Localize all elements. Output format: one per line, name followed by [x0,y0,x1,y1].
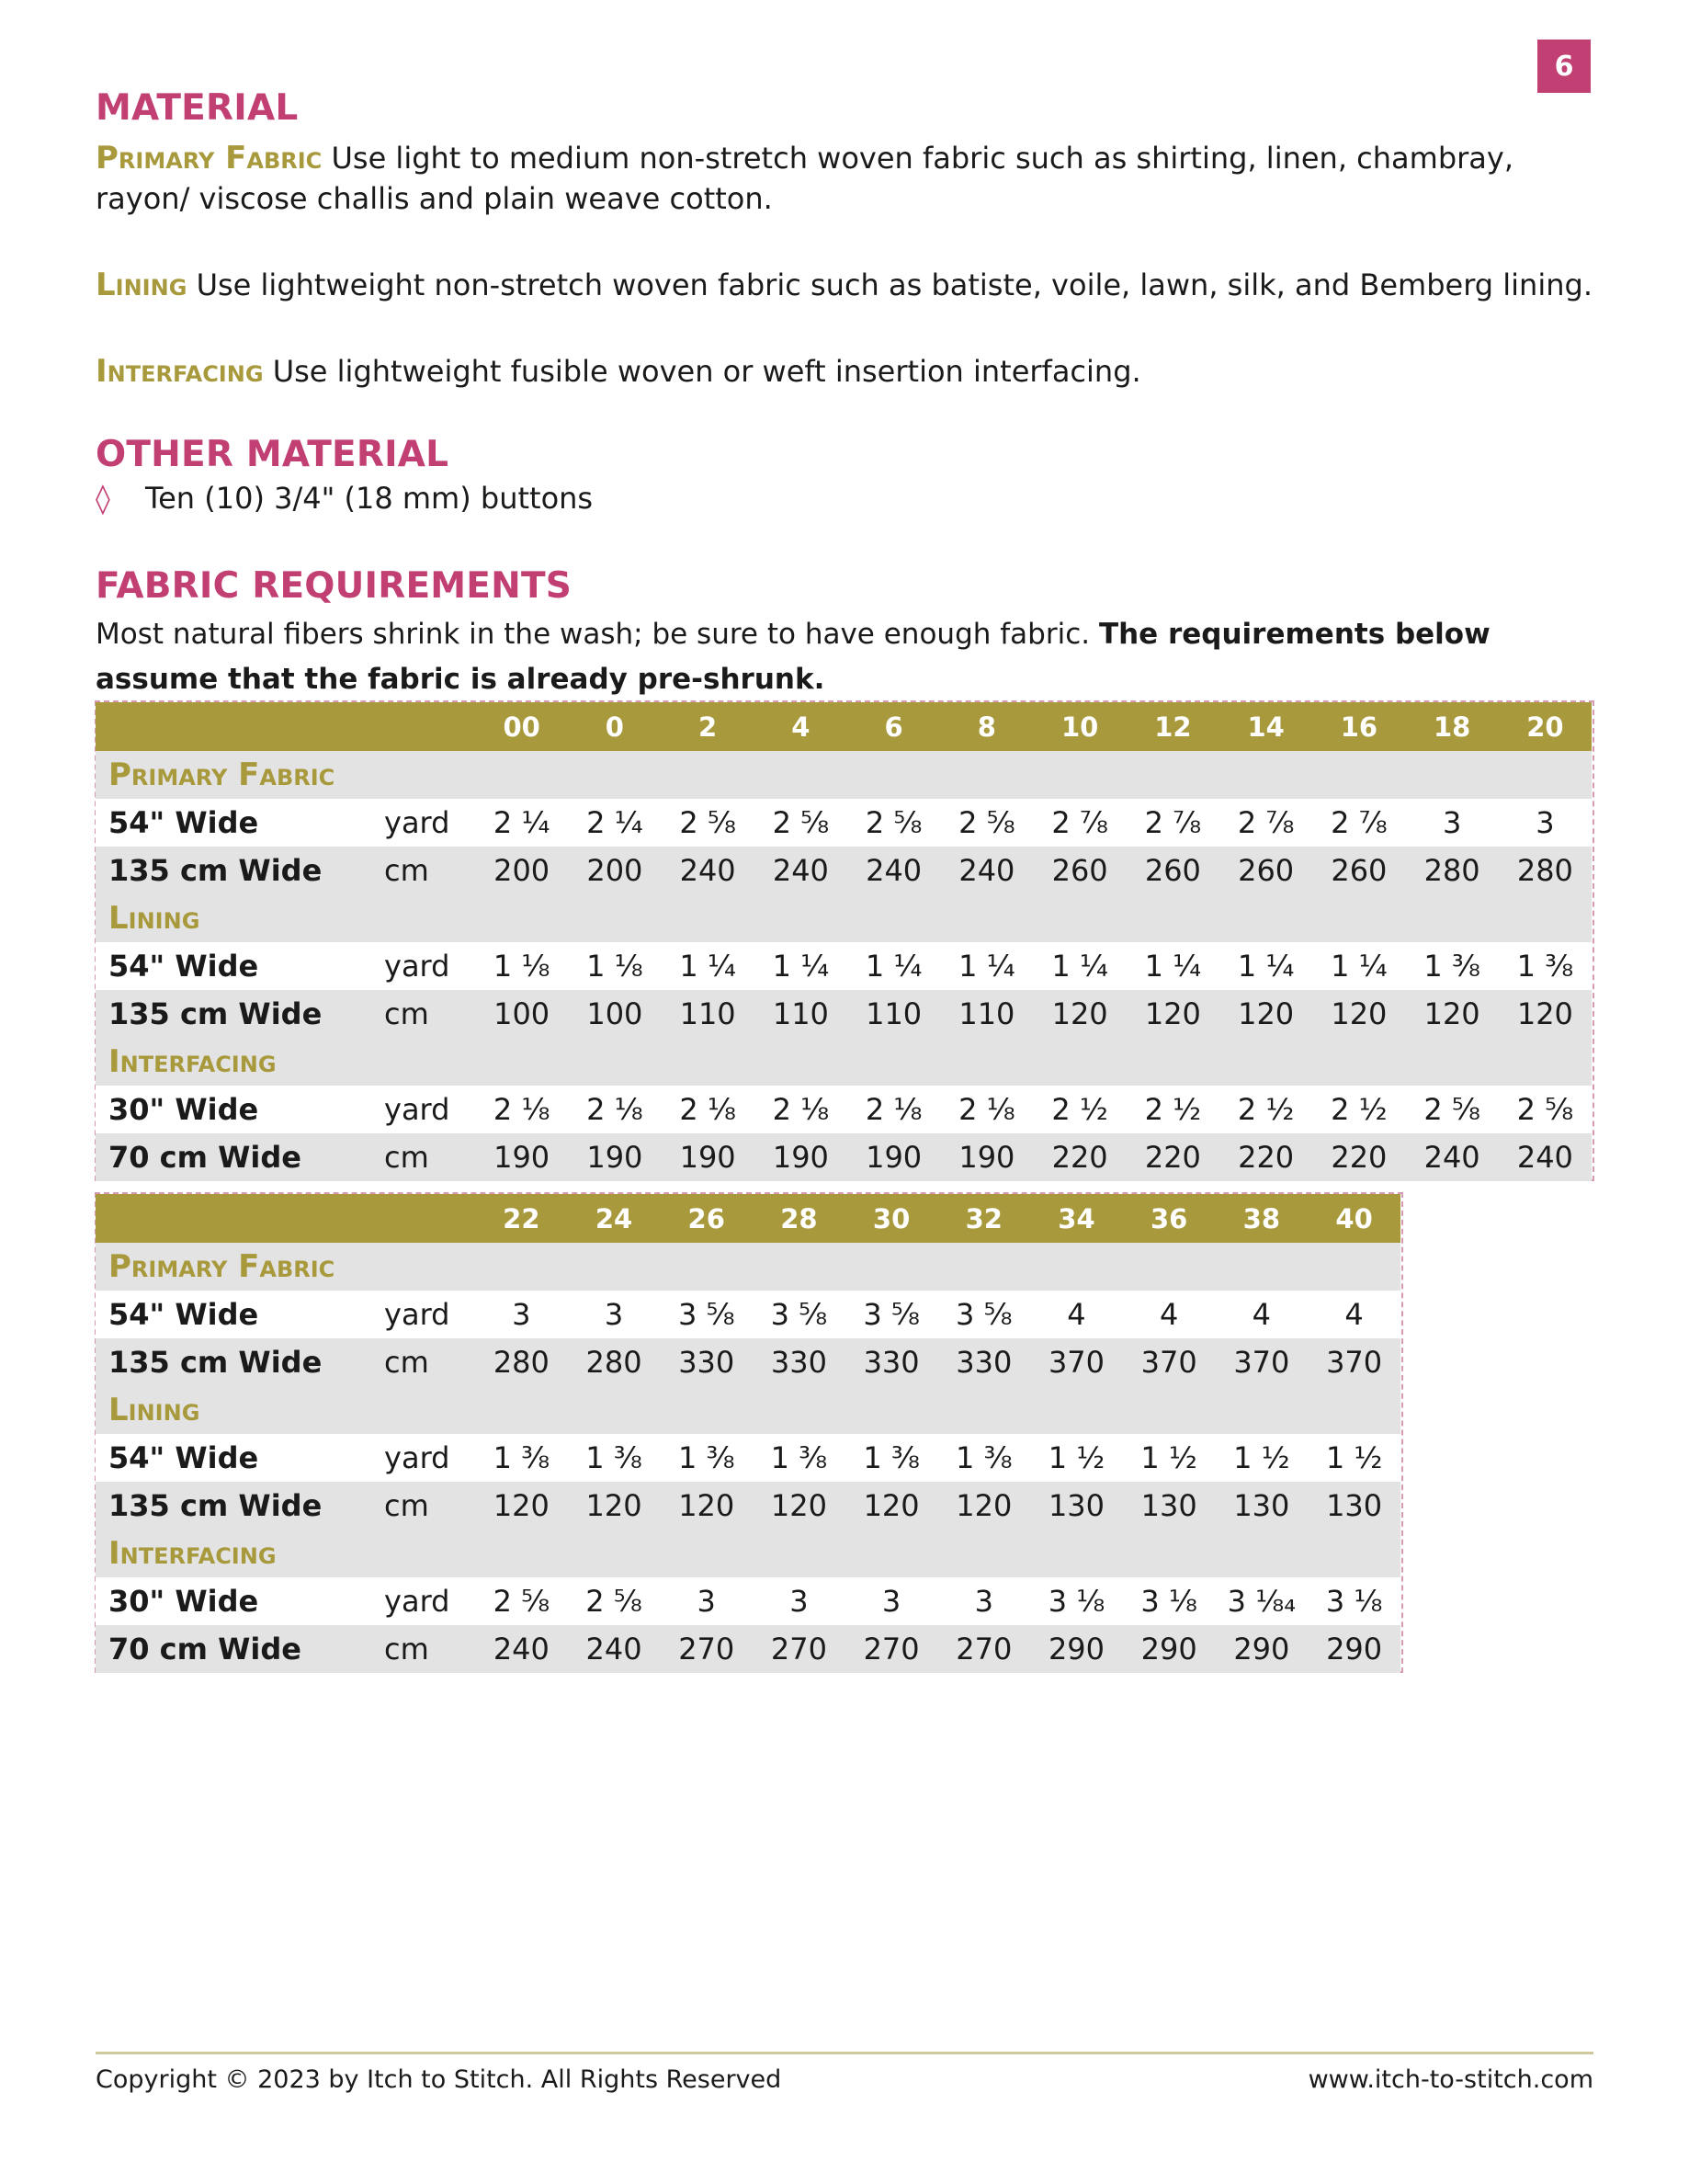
table-row [96,1291,1400,1338]
value-cell: 200 [568,847,661,894]
value-cell: 130 [1216,1482,1309,1530]
value-cell: 1 ½ [1308,1434,1400,1482]
row-label: 70 cm Wide [96,1625,379,1673]
value-cell: 1 ⅜ [1499,942,1592,990]
value-cell: 120 [1127,990,1219,1038]
row-unit: yard [379,1086,475,1133]
value-cell: 1 ⅜ [937,1434,1030,1482]
size-header-cell: 36 [1123,1194,1216,1243]
value-cell: 280 [568,1338,661,1386]
row-unit: yard [379,1577,475,1625]
value-cell: 3 ⅝ [845,1291,938,1338]
primary-fabric-text: Use light to medium non-stretch woven fabric such as shirting, linen, chambray, rayon/ viscose challis and plain weave cotton. [96,141,1514,216]
value-cell: 370 [1216,1338,1309,1386]
value-cell: 3 [660,1577,753,1625]
value-cell: 220 [1034,1133,1127,1181]
row-label: 30" Wide [96,1577,379,1625]
value-cell: 2 ⅝ [1499,1086,1592,1133]
section-header-row [96,1530,1400,1577]
value-cell: 220 [1219,1133,1312,1181]
row-label: 135 cm Wide [96,847,379,894]
size-header-cell: 24 [568,1194,661,1243]
value-cell: 4 [1030,1291,1123,1338]
row-unit: cm [379,1338,475,1386]
value-cell: 270 [753,1625,845,1673]
section-name: Primary Fabric [96,751,1592,799]
value-cell: 2 ⅞ [1127,799,1219,847]
value-cell: 1 ⅜ [568,1434,661,1482]
row-label: 54" Wide [96,799,379,847]
value-cell: 3 ⅛ [1123,1577,1216,1625]
value-cell: 330 [937,1338,1030,1386]
section-name: Interfacing [96,1038,1592,1086]
value-cell: 2 ⅞ [1219,799,1312,847]
value-cell: 330 [753,1338,845,1386]
value-cell: 2 ¼ [475,799,568,847]
table-row [96,847,1592,894]
footer-website: www.itch-to-stitch.com [1308,2065,1593,2094]
size-header-cell: 4 [754,702,847,751]
buttons-item-text: Ten (10) 3/4" (18 mm) buttons [145,481,594,516]
value-cell: 2 ⅛ [940,1086,1033,1133]
size-header-cell: 00 [475,702,568,751]
row-label: 70 cm Wide [96,1133,379,1181]
value-cell: 100 [475,990,568,1038]
value-cell: 1 ¼ [1034,942,1127,990]
value-cell: 270 [660,1625,753,1673]
size-header-cell: 30 [845,1194,938,1243]
table-row [96,1577,1400,1625]
row-label: 54" Wide [96,1434,379,1482]
size-header-cell: 18 [1406,702,1499,751]
size-header-cell: 12 [1127,702,1219,751]
value-cell: 3 [1499,799,1592,847]
row-unit: cm [379,990,475,1038]
value-cell: 100 [568,990,661,1038]
value-cell: 260 [1034,847,1127,894]
value-cell: 2 ⅝ [1406,1086,1499,1133]
value-cell: 290 [1030,1625,1123,1673]
value-cell: 220 [1127,1133,1219,1181]
value-cell: 290 [1123,1625,1216,1673]
table-row [96,799,1592,847]
value-cell: 1 ⅜ [845,1434,938,1482]
table-row [96,1338,1400,1386]
value-cell: 3 [753,1577,845,1625]
row-label: 54" Wide [96,1291,379,1338]
section-header-row [96,1243,1400,1291]
value-cell: 1 ¼ [1127,942,1219,990]
value-cell: 1 ¼ [847,942,940,990]
value-cell: 1 ⅛ [475,942,568,990]
value-cell: 120 [1312,990,1405,1038]
value-cell: 120 [1406,990,1499,1038]
header-blank-cell [379,1194,475,1243]
value-cell: 280 [475,1338,568,1386]
other-material-heading: OTHER MATERIAL [96,434,449,475]
value-cell: 120 [475,1482,568,1530]
header-blank-cell [96,1194,379,1243]
value-cell: 1 ⅜ [1406,942,1499,990]
value-cell: 120 [1219,990,1312,1038]
value-cell: 330 [845,1338,938,1386]
value-cell: 2 ⅛ [847,1086,940,1133]
value-cell: 290 [1216,1625,1309,1673]
row-unit: cm [379,1625,475,1673]
value-cell: 2 ⅝ [475,1577,568,1625]
size-header-cell: 6 [847,702,940,751]
section-header-row [96,751,1592,799]
value-cell: 2 ⅝ [754,799,847,847]
section-header-row [96,1038,1592,1086]
interfacing-lead: Interfacing [96,353,264,390]
size-header-row [96,702,1592,751]
value-cell: 260 [1312,847,1405,894]
primary-fabric-paragraph [96,138,1593,219]
value-cell: 1 ¼ [662,942,754,990]
value-cell: 1 ⅜ [753,1434,845,1482]
value-cell: 2 ⅞ [1034,799,1127,847]
value-cell: 240 [847,847,940,894]
value-cell: 240 [1406,1133,1499,1181]
value-cell: 4 [1308,1291,1400,1338]
fabric-requirements-intro [96,612,1593,702]
value-cell: 290 [1308,1625,1400,1673]
size-header-cell: 0 [568,702,661,751]
table-row [96,1133,1592,1181]
value-cell: 280 [1406,847,1499,894]
value-cell: 3 ⅝ [937,1291,1030,1338]
value-cell: 130 [1030,1482,1123,1530]
value-cell: 260 [1127,847,1219,894]
size-header-cell: 34 [1030,1194,1123,1243]
value-cell: 1 ¼ [754,942,847,990]
section-name: Lining [96,1386,1400,1434]
value-cell: 3 [845,1577,938,1625]
value-cell: 1 ⅜ [475,1434,568,1482]
value-cell: 190 [847,1133,940,1181]
value-cell: 240 [662,847,754,894]
table-row [96,1625,1400,1673]
value-cell: 240 [754,847,847,894]
value-cell: 2 ½ [1219,1086,1312,1133]
size-header-cell: 14 [1219,702,1312,751]
value-cell: 120 [937,1482,1030,1530]
value-cell: 330 [660,1338,753,1386]
value-cell: 1 ⅛ [568,942,661,990]
table-row [96,1482,1400,1530]
value-cell: 2 ⅛ [662,1086,754,1133]
value-cell: 3 ⅛ [1308,1577,1400,1625]
value-cell: 370 [1308,1338,1400,1386]
value-cell: 190 [940,1133,1033,1181]
value-cell: 190 [754,1133,847,1181]
size-header-cell: 22 [475,1194,568,1243]
value-cell: 2 ⅝ [847,799,940,847]
value-cell: 3 [937,1577,1030,1625]
size-header-cell: 16 [1312,702,1405,751]
value-cell: 2 ⅝ [662,799,754,847]
value-cell: 370 [1030,1338,1123,1386]
header-blank-cell [96,702,379,751]
footer-copyright: Copyright © 2023 by Itch to Stitch. All Rights Reserved [96,2065,782,2094]
value-cell: 240 [940,847,1033,894]
value-cell: 1 ½ [1216,1434,1309,1482]
value-cell: 240 [1499,1133,1592,1181]
section-header-row [96,894,1592,942]
value-cell: 3 ⅛ [1030,1577,1123,1625]
value-cell: 110 [662,990,754,1038]
lining-lead: Lining [96,267,187,303]
value-cell: 3 [1406,799,1499,847]
section-name: Primary Fabric [96,1243,1400,1291]
value-cell: 1 ⅜ [660,1434,753,1482]
size-header-cell: 28 [753,1194,845,1243]
size-header-cell: 40 [1308,1194,1400,1243]
value-cell: 2 ⅝ [940,799,1033,847]
value-cell: 270 [937,1625,1030,1673]
value-cell: 190 [568,1133,661,1181]
size-header-cell: 8 [940,702,1033,751]
intro-normal-text: Most natural fibers shrink in the wash; be sure to have enough fabric. [96,618,1099,651]
value-cell: 2 ⅞ [1312,799,1405,847]
value-cell: 3 ⅝ [660,1291,753,1338]
fabric-requirements-heading: FABRIC REQUIREMENTS [96,565,572,607]
value-cell: 240 [568,1625,661,1673]
value-cell: 240 [475,1625,568,1673]
lining-text: Use lightweight non-stretch woven fabric such as batiste, voile, lawn, silk, and Bemberg lining. [187,267,1593,302]
value-cell: 3 [568,1291,661,1338]
page-number-badge: 6 [1537,40,1591,93]
footer-divider [96,2052,1593,2054]
interfacing-text: Use lightweight fusible woven or weft insertion interfacing. [263,354,1141,389]
value-cell: 130 [1308,1482,1400,1530]
value-cell: 3 ¹⁄₈₄ [1216,1577,1309,1625]
size-header-row [96,1194,1400,1243]
section-name: Lining [96,894,1592,942]
diamond-bullet-icon: ◊ [96,481,110,516]
table-row [96,1086,1592,1133]
value-cell: 1 ½ [1030,1434,1123,1482]
value-cell: 2 ⅝ [568,1577,661,1625]
value-cell: 1 ½ [1123,1434,1216,1482]
row-unit: yard [379,1434,475,1482]
value-cell: 190 [662,1133,754,1181]
row-label: 135 cm Wide [96,1482,379,1530]
row-unit: yard [379,942,475,990]
value-cell: 130 [1123,1482,1216,1530]
row-unit: yard [379,799,475,847]
value-cell: 120 [1034,990,1127,1038]
value-cell: 260 [1219,847,1312,894]
size-header-cell: 26 [660,1194,753,1243]
value-cell: 110 [940,990,1033,1038]
size-header-cell: 32 [937,1194,1030,1243]
size-header-cell: 20 [1499,702,1592,751]
value-cell: 1 ¼ [940,942,1033,990]
value-cell: 120 [753,1482,845,1530]
table-row [96,1434,1400,1482]
section-name: Interfacing [96,1530,1400,1577]
value-cell: 2 ⅛ [754,1086,847,1133]
value-cell: 2 ½ [1127,1086,1219,1133]
value-cell: 120 [845,1482,938,1530]
fabric-table-sizes-00-20 [96,702,1592,1181]
value-cell: 190 [475,1133,568,1181]
value-cell: 2 ⅛ [568,1086,661,1133]
size-header-cell: 10 [1034,702,1127,751]
value-cell: 4 [1216,1291,1309,1338]
value-cell: 120 [568,1482,661,1530]
value-cell: 2 ½ [1312,1086,1405,1133]
value-cell: 3 ⅝ [753,1291,845,1338]
value-cell: 110 [754,990,847,1038]
size-header-cell: 2 [662,702,754,751]
value-cell: 120 [1499,990,1592,1038]
value-cell: 200 [475,847,568,894]
size-header-cell: 38 [1216,1194,1309,1243]
buttons-list-item [96,478,593,518]
value-cell: 2 ½ [1034,1086,1127,1133]
value-cell: 2 ⅛ [475,1086,568,1133]
value-cell: 110 [847,990,940,1038]
row-unit: cm [379,847,475,894]
row-label: 54" Wide [96,942,379,990]
material-heading: MATERIAL [96,87,299,129]
table-row [96,990,1592,1038]
value-cell: 1 ¼ [1219,942,1312,990]
value-cell: 1 ¼ [1312,942,1405,990]
row-label: 30" Wide [96,1086,379,1133]
value-cell: 3 [475,1291,568,1338]
row-unit: cm [379,1482,475,1530]
interfacing-paragraph [96,351,1593,392]
row-label: 135 cm Wide [96,990,379,1038]
header-blank-cell [379,702,475,751]
value-cell: 120 [660,1482,753,1530]
row-unit: yard [379,1291,475,1338]
section-header-row [96,1386,1400,1434]
value-cell: 370 [1123,1338,1216,1386]
value-cell: 270 [845,1625,938,1673]
value-cell: 280 [1499,847,1592,894]
value-cell: 220 [1312,1133,1405,1181]
row-unit: cm [379,1133,475,1181]
primary-fabric-lead: Primary Fabric [96,140,323,176]
row-label: 135 cm Wide [96,1338,379,1386]
intro-bold-text: The requirements below assume that the fabric is already pre-shrunk. [96,618,1491,696]
value-cell: 2 ¼ [568,799,661,847]
table-row [96,942,1592,990]
value-cell: 4 [1123,1291,1216,1338]
lining-paragraph [96,265,1593,305]
fabric-table-sizes-22-40 [96,1194,1400,1673]
